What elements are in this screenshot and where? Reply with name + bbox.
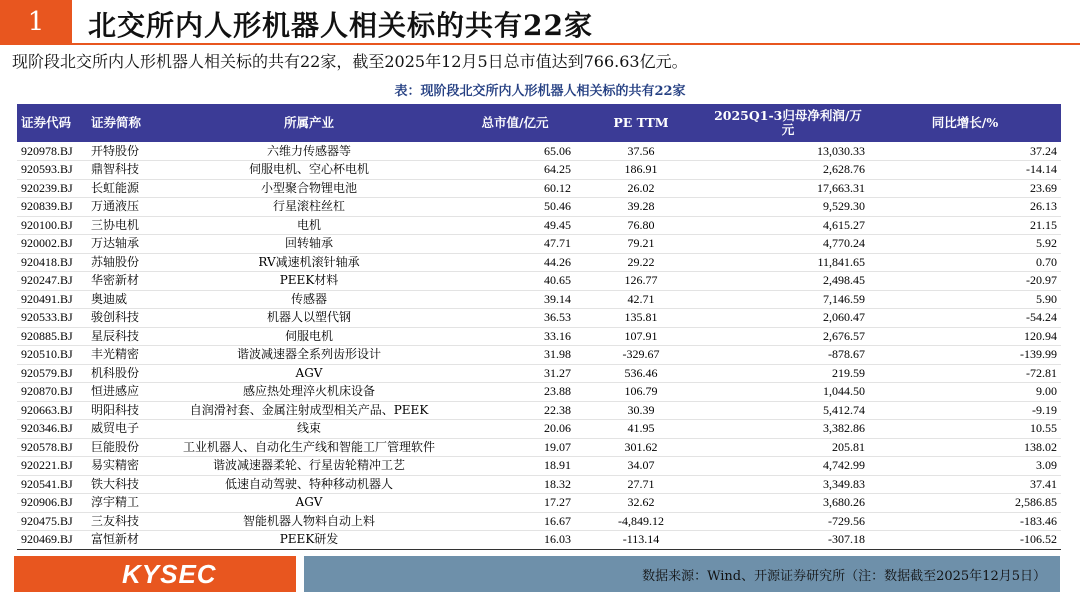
cell-yoy: 37.24 (869, 142, 1061, 161)
cell-code: 920346.BJ (17, 420, 87, 439)
cell-net-profit: 13,030.33 (707, 142, 869, 161)
cell-code: 920247.BJ (17, 272, 87, 291)
cell-market-cap: 31.98 (455, 346, 575, 365)
cell-market-cap: 40.65 (455, 272, 575, 291)
cell-industry: 自润滑衬套、金属注射成型相关产品、PEEK (163, 401, 455, 420)
cell-market-cap: 65.06 (455, 142, 575, 161)
cell-industry: 行星滚柱丝杠 (163, 198, 455, 217)
cell-market-cap: 16.67 (455, 512, 575, 531)
cell-yoy: -9.19 (869, 401, 1061, 420)
cell-code: 920510.BJ (17, 346, 87, 365)
cell-pe: 76.80 (575, 216, 707, 235)
table-caption: 表：现阶段北交所内人形机器人相关标的共有22家 (394, 84, 686, 99)
cell-name: 星辰科技 (87, 327, 163, 346)
cell-pe: -4,849.12 (575, 512, 707, 531)
cell-code: 920239.BJ (17, 179, 87, 198)
cell-market-cap: 64.25 (455, 161, 575, 180)
table-row (17, 253, 1061, 272)
cell-yoy: -106.52 (869, 531, 1061, 550)
cell-net-profit: 4,615.27 (707, 216, 869, 235)
cell-yoy: 37.41 (869, 475, 1061, 494)
cell-yoy: 26.13 (869, 198, 1061, 217)
cell-industry: AGV (163, 364, 455, 383)
cell-industry: 谐波减速器柔轮、行星齿轮精冲工艺 (163, 457, 455, 476)
cell-net-profit: 9,529.30 (707, 198, 869, 217)
cell-name: 明阳科技 (87, 401, 163, 420)
cell-name: 骏创科技 (87, 309, 163, 328)
cell-name: 长虹能源 (87, 179, 163, 198)
cell-net-profit: 2,498.45 (707, 272, 869, 291)
cell-market-cap: 33.16 (455, 327, 575, 346)
cell-industry: 低速自动驾驶、特种移动机器人 (163, 475, 455, 494)
cell-industry: PEEK材料 (163, 272, 455, 291)
table-body (17, 142, 1061, 549)
cell-pe: -113.14 (575, 531, 707, 550)
cell-yoy: 2,586.85 (869, 494, 1061, 513)
col-header-industry: 所属产业 (283, 115, 334, 130)
cell-pe: 536.46 (575, 364, 707, 383)
cell-code: 920885.BJ (17, 327, 87, 346)
table-row (17, 327, 1061, 346)
cell-name: 万达轴承 (87, 235, 163, 254)
cell-yoy: -139.99 (869, 346, 1061, 365)
cell-yoy: -183.46 (869, 512, 1061, 531)
cell-yoy: 0.70 (869, 253, 1061, 272)
cell-market-cap: 18.32 (455, 475, 575, 494)
cell-market-cap: 31.27 (455, 364, 575, 383)
kysec-logo (14, 556, 296, 592)
cell-yoy: 5.92 (869, 235, 1061, 254)
cell-name: 恒进感应 (87, 383, 163, 402)
cell-code: 920578.BJ (17, 438, 87, 457)
cell-net-profit: 17,663.31 (707, 179, 869, 198)
cell-code: 920002.BJ (17, 235, 87, 254)
cell-industry: 线束 (163, 420, 455, 439)
cell-code: 920978.BJ (17, 142, 87, 161)
table-row (17, 290, 1061, 309)
cell-code: 920533.BJ (17, 309, 87, 328)
cell-net-profit: 219.59 (707, 364, 869, 383)
cell-industry: 电机 (163, 216, 455, 235)
cell-net-profit: 1,044.50 (707, 383, 869, 402)
cell-code: 920579.BJ (17, 364, 87, 383)
cell-industry: 传感器 (163, 290, 455, 309)
cell-net-profit: 7,146.59 (707, 290, 869, 309)
cell-industry: 伺服电机 (163, 327, 455, 346)
cell-net-profit: 205.81 (707, 438, 869, 457)
table-row (17, 438, 1061, 457)
cell-code: 920100.BJ (17, 216, 87, 235)
cell-name: 易实精密 (87, 457, 163, 476)
cell-net-profit: 3,680.26 (707, 494, 869, 513)
cell-yoy: 5.90 (869, 290, 1061, 309)
cell-net-profit: 3,382.86 (707, 420, 869, 439)
cell-market-cap: 47.71 (455, 235, 575, 254)
cell-pe: 27.71 (575, 475, 707, 494)
cell-net-profit: 3,349.83 (707, 475, 869, 494)
cell-pe: 39.28 (575, 198, 707, 217)
cell-code: 920418.BJ (17, 253, 87, 272)
table-row (17, 179, 1061, 198)
cell-pe: 41.95 (575, 420, 707, 439)
cell-net-profit: 11,841.65 (707, 253, 869, 272)
cell-industry: RV减速机滚针轴承 (163, 253, 455, 272)
table-row (17, 494, 1061, 513)
cell-name: 铁大科技 (87, 475, 163, 494)
cell-name: 淳宇精工 (87, 494, 163, 513)
page-title: 北交所内人形机器人相关标的共有22家 (88, 9, 593, 42)
cell-yoy: -20.97 (869, 272, 1061, 291)
cell-yoy: 120.94 (869, 327, 1061, 346)
section-number: 1 (0, 0, 72, 43)
cell-net-profit: 4,770.24 (707, 235, 869, 254)
cell-pe: 79.21 (575, 235, 707, 254)
cell-market-cap: 36.53 (455, 309, 575, 328)
cell-name: 奥迪威 (87, 290, 163, 309)
table-row (17, 142, 1061, 161)
cell-market-cap: 49.45 (455, 216, 575, 235)
title-divider (0, 43, 1080, 45)
table-header-row (17, 104, 1061, 142)
cell-market-cap: 22.38 (455, 401, 575, 420)
cell-yoy: 3.09 (869, 457, 1061, 476)
lead-text: 现阶段北交所内人形机器人相关标的共有22家，截至2025年12月5日总市值达到766.63亿元。 (12, 52, 688, 71)
cell-code: 920541.BJ (17, 475, 87, 494)
table-row (17, 198, 1061, 217)
cell-name: 华密新材 (87, 272, 163, 291)
cell-pe: 32.62 (575, 494, 707, 513)
cell-net-profit: 2,676.57 (707, 327, 869, 346)
cell-name: 机科股份 (87, 364, 163, 383)
cell-pe: 30.39 (575, 401, 707, 420)
table-row (17, 475, 1061, 494)
table-row (17, 512, 1061, 531)
cell-market-cap: 20.06 (455, 420, 575, 439)
cell-code: 920475.BJ (17, 512, 87, 531)
cell-market-cap: 50.46 (455, 198, 575, 217)
col-header-name: 证券简称 (91, 115, 142, 130)
cell-name: 威贸电子 (87, 420, 163, 439)
cell-industry: 谐波减速器全系列齿形设计 (163, 346, 455, 365)
cell-name: 三友科技 (87, 512, 163, 531)
cell-net-profit: 4,742.99 (707, 457, 869, 476)
table-row (17, 235, 1061, 254)
table-row (17, 346, 1061, 365)
table-row (17, 401, 1061, 420)
cell-code: 920491.BJ (17, 290, 87, 309)
cell-pe: 29.22 (575, 253, 707, 272)
cell-code: 920906.BJ (17, 494, 87, 513)
cell-industry: 小型聚合物锂电池 (163, 179, 455, 198)
cell-pe: 126.77 (575, 272, 707, 291)
cell-pe: 107.91 (575, 327, 707, 346)
cell-yoy: 138.02 (869, 438, 1061, 457)
cell-industry: PEEK研发 (163, 531, 455, 550)
table-row (17, 161, 1061, 180)
cell-market-cap: 18.91 (455, 457, 575, 476)
cell-name: 苏轴股份 (87, 253, 163, 272)
cell-pe: 301.62 (575, 438, 707, 457)
cell-industry: 智能机器人物料自动上料 (163, 512, 455, 531)
cell-yoy: 21.15 (869, 216, 1061, 235)
table-row (17, 309, 1061, 328)
cell-yoy: 23.69 (869, 179, 1061, 198)
table-row (17, 216, 1061, 235)
cell-market-cap: 44.26 (455, 253, 575, 272)
col-header-market-cap: 总市值/亿元 (481, 115, 549, 130)
cell-net-profit: -729.56 (707, 512, 869, 531)
cell-pe: 186.91 (575, 161, 707, 180)
cell-net-profit: 2,628.76 (707, 161, 869, 180)
table-row (17, 364, 1061, 383)
cell-code: 920870.BJ (17, 383, 87, 402)
cell-yoy: -54.24 (869, 309, 1061, 328)
cell-net-profit: -878.67 (707, 346, 869, 365)
cell-yoy: -72.81 (869, 364, 1061, 383)
cell-name: 开特股份 (87, 142, 163, 161)
stocks-table (17, 104, 1061, 550)
cell-pe: 37.56 (575, 142, 707, 161)
cell-market-cap: 19.07 (455, 438, 575, 457)
cell-industry: 伺服电机、空心杯电机 (163, 161, 455, 180)
cell-market-cap: 17.27 (455, 494, 575, 513)
cell-net-profit: -307.18 (707, 531, 869, 550)
col-header-net-profit: 2025Q1-3归母净利润/万元 (714, 108, 862, 137)
cell-pe: 106.79 (575, 383, 707, 402)
cell-pe: 42.71 (575, 290, 707, 309)
table-row (17, 457, 1061, 476)
col-header-yoy: 同比增长/% (931, 115, 999, 130)
cell-industry: 六维力传感器等 (163, 142, 455, 161)
cell-code: 920221.BJ (17, 457, 87, 476)
table-row (17, 272, 1061, 291)
col-header-code: 证券代码 (21, 115, 72, 130)
logo-text: KYSEC (122, 558, 217, 589)
cell-name: 丰光精密 (87, 346, 163, 365)
table-row (17, 420, 1061, 439)
cell-pe: 26.02 (575, 179, 707, 198)
cell-name: 富恒新材 (87, 531, 163, 550)
cell-pe: 34.07 (575, 457, 707, 476)
cell-market-cap: 23.88 (455, 383, 575, 402)
cell-code: 920469.BJ (17, 531, 87, 550)
cell-market-cap: 60.12 (455, 179, 575, 198)
cell-code: 920593.BJ (17, 161, 87, 180)
cell-name: 鼎智科技 (87, 161, 163, 180)
cell-pe: -329.67 (575, 346, 707, 365)
cell-yoy: 10.55 (869, 420, 1061, 439)
cell-industry: AGV (163, 494, 455, 513)
cell-net-profit: 2,060.47 (707, 309, 869, 328)
cell-yoy: -14.14 (869, 161, 1061, 180)
table-row (17, 531, 1061, 550)
cell-code: 920663.BJ (17, 401, 87, 420)
cell-market-cap: 16.03 (455, 531, 575, 550)
cell-pe: 135.81 (575, 309, 707, 328)
cell-code: 920839.BJ (17, 198, 87, 217)
cell-net-profit: 5,412.74 (707, 401, 869, 420)
cell-industry: 回转轴承 (163, 235, 455, 254)
data-source-note: 数据来源：Wind、开源证券研究所（注：数据截至2025年12月5日） (304, 556, 1060, 592)
cell-name: 三协电机 (87, 216, 163, 235)
cell-name: 巨能股份 (87, 438, 163, 457)
cell-industry: 感应热处理淬火机床设备 (163, 383, 455, 402)
table-row (17, 383, 1061, 402)
col-header-pe: PE TTM (613, 115, 669, 130)
cell-yoy: 9.00 (869, 383, 1061, 402)
cell-industry: 机器人以塑代钢 (163, 309, 455, 328)
cell-market-cap: 39.14 (455, 290, 575, 309)
cell-industry: 工业机器人、自动化生产线和智能工厂管理软件 (163, 438, 455, 457)
cell-name: 万通液压 (87, 198, 163, 217)
